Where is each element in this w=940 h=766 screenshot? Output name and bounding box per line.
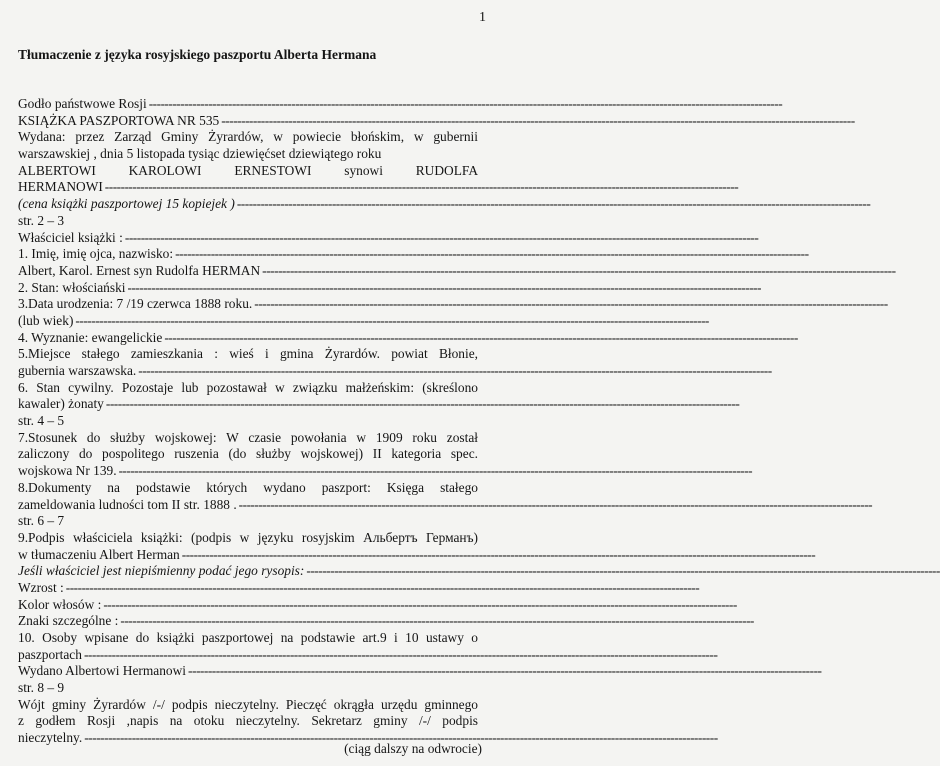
line-text: 2. Stan: włościański xyxy=(18,279,126,295)
dash-filler: ---------------------------------------------------------------------------------------------------------------------------------------------------------------- xyxy=(238,496,873,512)
document-line xyxy=(18,646,718,664)
line-text: gubernia warszawska. xyxy=(18,363,137,378)
document-line xyxy=(18,213,478,230)
dash-filler: ---------------------------------------------------------------------------------------------------------------------------------------------------------------- xyxy=(124,229,759,245)
document-line: 9.Podpis właściciela książki: (podpis w języku rosyjskim Альбертъ Германъ) xyxy=(18,529,478,545)
dash-filler: ---------------------------------------------------------------------------------------------------------------------------------------------------------------- xyxy=(175,246,809,262)
document-line: zaliczony do pospolitego ruszenia (do służby wojskowej) II kategoria spec. xyxy=(18,446,478,462)
document-line: z godłem Rosji ,napis na otoku nieczytelny. Sekretarz gminy /-/ podpis xyxy=(18,713,478,729)
document-line xyxy=(18,196,871,213)
line-text: str. 2 – 3 xyxy=(18,212,65,228)
line-text: Wzrost : xyxy=(18,579,64,595)
document-line xyxy=(18,246,809,263)
dash-filler: ---------------------------------------------------------------------------------------------------------------------------------------------------------------- xyxy=(306,563,940,579)
dash-filler: ---------------------------------------------------------------------------------------------------------------------------------------------------------------- xyxy=(262,262,896,278)
document-line: 5.Miejsce stałego zamieszkania : wieś i gmina Żyrardów. powiat Błonie, xyxy=(18,346,478,362)
line-text: w tłumaczeniu Albert Herman xyxy=(18,546,180,562)
document-line: 10. Osoby wpisane do książki paszportowej na podstawie art.9 i 10 ustawy o xyxy=(18,630,478,645)
line-text: Jeśli właściciel jest niepiśmienny podać jego rysopis: xyxy=(18,563,305,579)
dash-filler: ---------------------------------------------------------------------------------------------------------------------------------------------------------------- xyxy=(188,663,822,679)
document-line xyxy=(18,96,783,113)
line-text: Kolor włosów : xyxy=(18,596,102,612)
dash-filler: ---------------------------------------------------------------------------------------------------------------------------------------------------------------- xyxy=(148,96,783,111)
dash-filler: ---------------------------------------------------------------------------------------------------------------------------------------------------------------- xyxy=(120,613,754,629)
dash-filler: ---------------------------------------------------------------------------------------------------------------------------------------------------------------- xyxy=(75,312,709,328)
document-line xyxy=(18,363,772,380)
document-line xyxy=(18,563,940,580)
document-line xyxy=(18,496,873,514)
dash-filler: ---------------------------------------------------------------------------------------------------------------------------------------------------------------- xyxy=(103,596,737,612)
document-line: 8.Dokumenty na podstawie których wydano paszport: Księga stałego xyxy=(18,479,478,495)
dash-filler: ---------------------------------------------------------------------------------------------------------------------------------------------------------------- xyxy=(164,329,798,345)
line-text: Wydano Albertowi Hermanowi xyxy=(18,663,187,679)
page-number: 1 xyxy=(479,10,486,25)
dash-filler: ---------------------------------------------------------------------------------------------------------------------------------------------------------------- xyxy=(84,730,718,746)
line-text: Znaki szczególne : xyxy=(18,613,119,629)
continuation-note: (ciąg dalszy na odwrocie) xyxy=(344,741,482,756)
document-line xyxy=(18,663,822,680)
dash-filler: ---------------------------------------------------------------------------------------------------------------------------------------------------------------- xyxy=(138,363,772,378)
line-text: nieczytelny. xyxy=(18,730,83,746)
line-text: (lub wiek) xyxy=(18,312,74,328)
document-line xyxy=(18,413,478,430)
line-text: 1. Imię, imię ojca, nazwisko: xyxy=(18,246,174,262)
document-line xyxy=(18,112,855,130)
document-line: Wydana: przez Zarząd Gminy Żyrardów, w powiecie błońskim, w gubernii xyxy=(18,129,478,145)
document-line xyxy=(18,262,896,280)
dash-filler: ---------------------------------------------------------------------------------------------------------------------------------------------------------------- xyxy=(104,179,739,195)
dash-filler: ---------------------------------------------------------------------------------------------------------------------------------------------------------------- xyxy=(236,196,871,212)
document-line xyxy=(18,229,759,247)
dash-filler: ---------------------------------------------------------------------------------------------------------------------------------------------------------------- xyxy=(254,296,888,312)
document-line xyxy=(18,312,709,330)
line-text: 3.Data urodzenia: 7 /19 czerwca 1888 roku. xyxy=(18,296,253,312)
dash-filler: ---------------------------------------------------------------------------------------------------------------------------------------------------------------- xyxy=(118,463,753,479)
line-text: zameldowania ludności tom II str. 1888 . xyxy=(18,496,237,512)
dash-filler: ---------------------------------------------------------------------------------------------------------------------------------------------------------------- xyxy=(127,279,761,295)
line-text: (cena książki paszportowej 15 kopiejek ) xyxy=(18,196,235,212)
dash-filler: ---------------------------------------------------------------------------------------------------------------------------------------------------------------- xyxy=(83,646,718,662)
document-line xyxy=(18,613,754,630)
dash-filler: ---------------------------------------------------------------------------------------------------------------------------------------------------------------- xyxy=(181,546,816,562)
document-line xyxy=(18,279,761,297)
document-line xyxy=(18,396,740,413)
document-line: 7.Stosunek do służby wojskowej: W czasie powołania w 1909 roku został xyxy=(18,429,478,445)
line-text: 4. Wyznanie: ewangelickie xyxy=(18,329,163,345)
dash-filler: ---------------------------------------------------------------------------------------------------------------------------------------------------------------- xyxy=(221,112,855,128)
document-line xyxy=(18,146,478,163)
line-text: str. 8 – 9 xyxy=(18,680,65,696)
line-text: Godło państwowe Rosji xyxy=(18,96,147,111)
line-text: str. 4 – 5 xyxy=(18,413,65,429)
document-line: Wójt gminy Żyrardów /-/ podpis nieczytelny. Pieczęć okrągła urzędu gminnego xyxy=(18,696,478,712)
document-body xyxy=(18,96,940,747)
document-line: ALBERTOWI KAROLOWI ERNESTOWI synowi RUDOLFA xyxy=(18,162,478,178)
line-text: Właściciel książki : xyxy=(18,229,123,245)
line-text: KSIĄŻKA PASZPORTOWA NR 535 xyxy=(18,112,220,128)
dash-filler: ---------------------------------------------------------------------------------------------------------------------------------------------------------------- xyxy=(105,396,740,412)
line-text: HERMANOWI xyxy=(18,179,103,195)
line-text: warszawskiej , dnia 5 listopada tysiąc dziewięćset dziewiątego roku xyxy=(18,146,382,162)
line-text: wojskowa Nr 139. xyxy=(18,463,117,479)
document-line xyxy=(18,680,478,697)
document-line xyxy=(18,513,478,530)
document-line xyxy=(18,579,700,597)
document-line xyxy=(18,179,739,196)
document-line: 6. Stan cywilny. Pozostaje lub pozostawał w związku małżeńskim: (skreślono xyxy=(18,379,478,395)
document-line xyxy=(18,546,816,564)
line-text: str. 6 – 7 xyxy=(18,513,65,529)
document-title: Tłumaczenie z języka rosyjskiego paszportu Alberta Hermana xyxy=(18,47,377,62)
document-line xyxy=(18,596,737,614)
document-line xyxy=(18,329,798,347)
line-text: kawaler) żonaty xyxy=(18,396,104,412)
line-text: paszportach xyxy=(18,646,82,662)
document-line xyxy=(18,296,888,313)
document-line xyxy=(18,463,753,480)
dash-filler: ---------------------------------------------------------------------------------------------------------------------------------------------------------------- xyxy=(65,579,700,595)
line-text: Albert, Karol. Ernest syn Rudolfa HERMAN xyxy=(18,262,261,278)
